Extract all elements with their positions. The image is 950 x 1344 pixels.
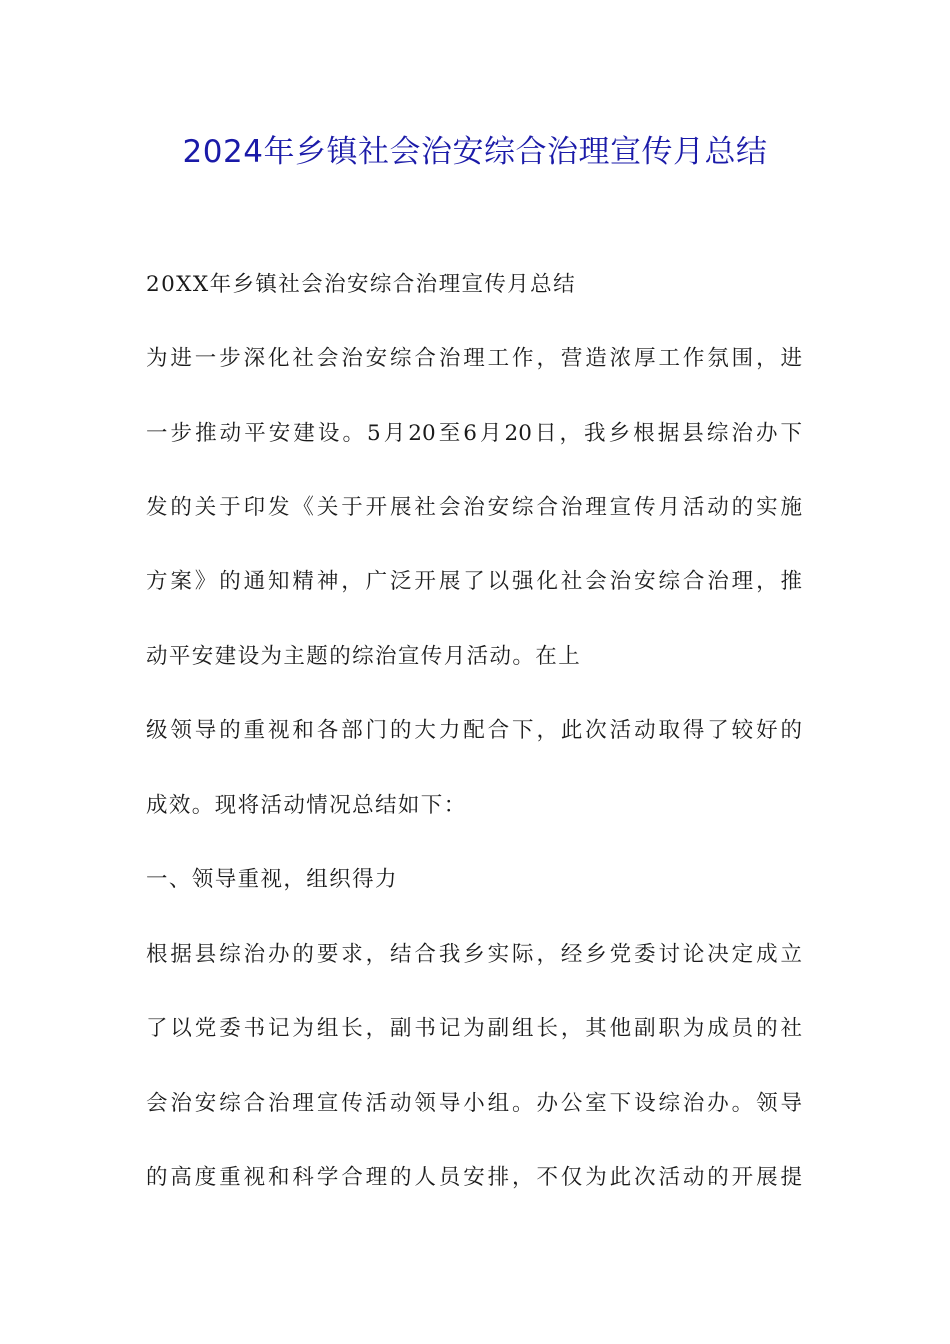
paragraph-line: 发的关于印发《关于开展社会治安综合治理宣传月活动的实施	[146, 495, 802, 520]
paragraph-line: 方案》的通知精神，广泛开展了以强化社会治安综合治理，推	[146, 569, 802, 594]
paragraph-line: 了以党委书记为组长，副书记为副组长，其他副职为成员的社	[146, 1016, 802, 1041]
paragraph-line: 会治安综合治理宣传活动领导小组。办公室下设综治办。领导	[146, 1091, 802, 1116]
section-heading: 一、领导重视，组织得力	[146, 867, 398, 892]
paragraph-line: 动平安建设为主题的综治宣传月活动。在上	[146, 644, 582, 669]
subtitle-line: 20XX年乡镇社会治安综合治理宣传月总结	[146, 272, 576, 297]
paragraph-line: 根据县综治办的要求，结合我乡实际，经乡党委讨论决定成立	[146, 942, 802, 967]
paragraph-line: 成效。现将活动情况总结如下：	[146, 793, 467, 818]
paragraph-line: 的高度重视和科学合理的人员安排，不仅为此次活动的开展提	[146, 1165, 802, 1190]
paragraph-line: 一步推动平安建设。5月20至6月20日，我乡根据县综治办下	[146, 421, 802, 446]
document-title: 2024年乡镇社会治安综合治理宣传月总结	[182, 134, 768, 170]
paragraph-line: 为进一步深化社会治安综合治理工作，营造浓厚工作氛围，进	[146, 346, 802, 371]
paragraph-line: 级领导的重视和各部门的大力配合下，此次活动取得了较好的	[146, 718, 802, 743]
